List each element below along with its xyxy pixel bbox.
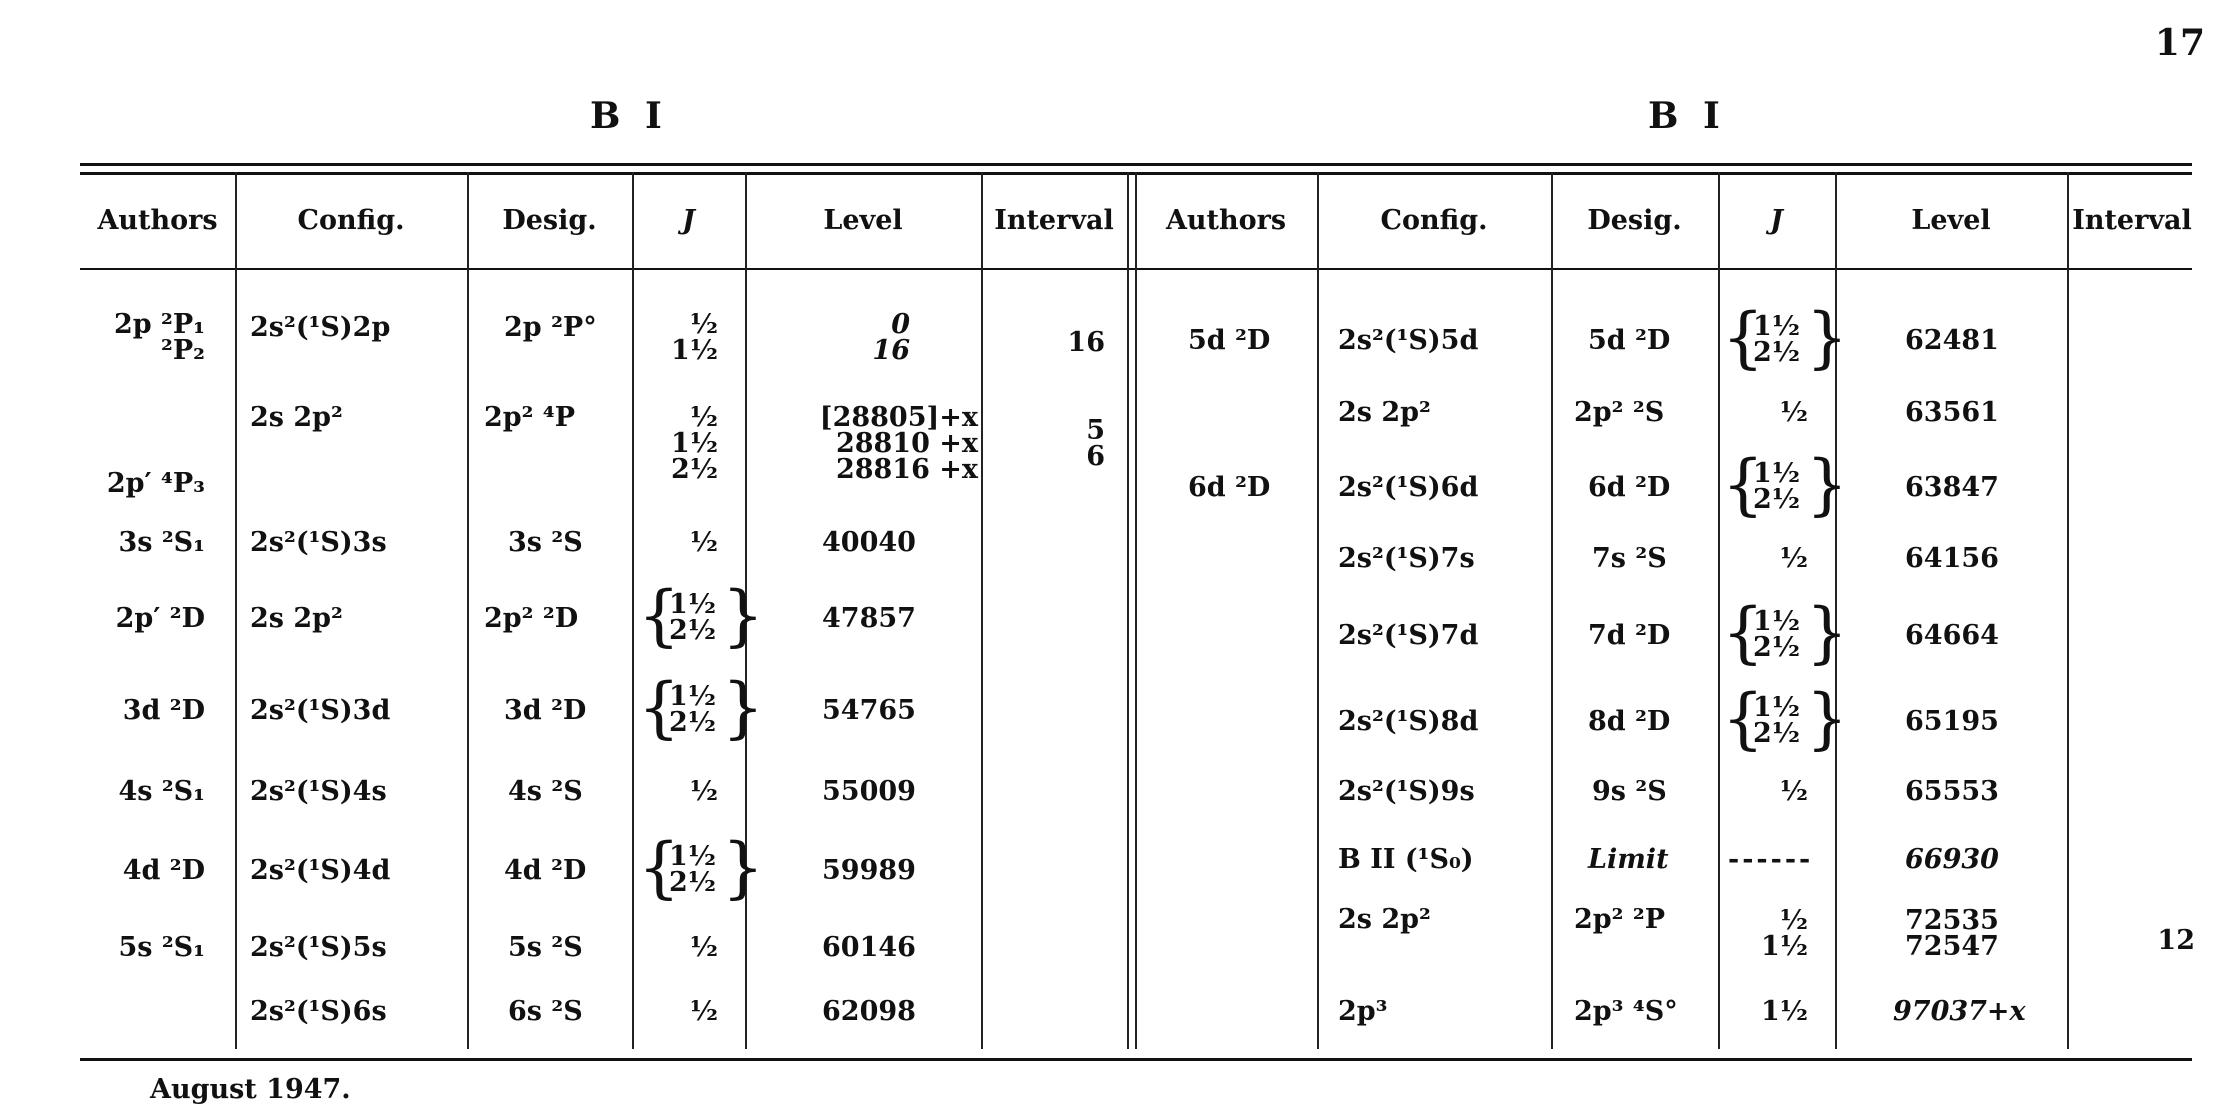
center-double-rule <box>1127 172 1129 1049</box>
authors-cell: 4d ²D <box>122 855 205 886</box>
config-cell: 2s 2p² <box>250 402 343 433</box>
j-value: 1½ <box>671 335 718 366</box>
desig-cell: 9s ²S <box>1592 776 1667 807</box>
config-cell: 2p³ <box>1338 996 1388 1027</box>
level-value: 28810 +x <box>835 428 978 459</box>
desig-cell: 5s ²S <box>508 932 583 963</box>
left-brace: { <box>638 829 680 906</box>
j-cell: ½ <box>1779 397 1808 428</box>
j-value: 2½ <box>669 867 716 898</box>
page-number: 17 <box>2154 22 2205 64</box>
desig-cell: 3s ²S <box>508 527 583 558</box>
desig-cell: 7d ²D <box>1588 620 1671 651</box>
j-value: 1½ <box>1761 931 1808 962</box>
j-cell <box>638 577 764 654</box>
j-value: ½ <box>689 402 718 433</box>
left-brace: { <box>1722 299 1764 376</box>
authors-cell: 3d ²D <box>122 695 205 726</box>
desig-cell: 2p³ ⁴S° <box>1574 996 1678 1027</box>
header-level: Level <box>1911 205 1991 236</box>
config-cell: 2s²(¹S)3s <box>250 527 387 558</box>
interval-value: 6 <box>1086 441 1105 472</box>
header-authors: Authors <box>97 205 218 236</box>
j-value: ½ <box>689 309 718 340</box>
level-value: 28816 +x <box>835 454 978 485</box>
j-cell: ½ <box>689 527 718 558</box>
authors-cell: 2p′ ⁴P₃ <box>106 468 205 499</box>
column-divider <box>235 172 237 1049</box>
j-value: 2½ <box>1753 484 1800 515</box>
right-brace: } <box>722 577 764 654</box>
desig-cell: 2p² ²D <box>484 603 579 634</box>
bottom-rule <box>80 1058 2192 1061</box>
level-cell <box>760 402 978 485</box>
header-authors: Authors <box>1165 205 1287 236</box>
level-value: 16 <box>872 335 910 366</box>
header-interval: Interval <box>994 205 1114 236</box>
level-cell: 62481 <box>1905 325 1999 356</box>
header-level: Level <box>823 205 903 236</box>
j-cell: ------ <box>1728 844 1814 875</box>
desig-cell: 4d ²D <box>504 855 587 886</box>
j-cell: 1½ <box>1761 996 1808 1027</box>
header-config: Config. <box>297 205 405 236</box>
header-j: J <box>1770 205 1783 236</box>
j-value: 1½ <box>1753 692 1800 723</box>
j-value: 1½ <box>1753 458 1800 489</box>
left-brace: { <box>1722 446 1764 523</box>
level-cell: 97037+x <box>1893 996 2026 1027</box>
right-brace: } <box>722 669 764 746</box>
column-divider <box>2067 172 2069 1049</box>
j-value: 1½ <box>669 841 716 872</box>
right-brace: } <box>1806 594 1848 671</box>
level-cell: 64156 <box>1905 543 1999 574</box>
desig-cell: 3d ²D <box>504 695 587 726</box>
j-cell <box>638 829 764 906</box>
config-cell: 2s²(¹S)8d <box>1338 706 1479 737</box>
config-cell: 2s²(¹S)7d <box>1338 620 1479 651</box>
center-double-rule <box>1135 172 1137 1049</box>
j-cell <box>1722 680 1848 757</box>
desig-cell: 2p ²P° <box>504 312 597 343</box>
j-cell <box>638 669 764 746</box>
j-value: ½ <box>1779 905 1808 936</box>
desig-cell: 6d ²D <box>1588 472 1671 503</box>
column-divider <box>981 172 983 1049</box>
authors-cell: 5d ²D <box>1188 325 1271 356</box>
column-divider <box>1551 172 1553 1049</box>
left-table-title: B I <box>590 95 668 137</box>
config-cell: 2s²(¹S)6d <box>1338 472 1479 503</box>
level-value: 72535 <box>1905 905 1999 936</box>
config-cell: 2s²(¹S)6s <box>250 996 387 1027</box>
desig-cell: 2p² ²S <box>1574 397 1665 428</box>
j-cell <box>1722 446 1848 523</box>
top-double-rule-1 <box>80 163 2192 166</box>
authors-cell: 4s ²S₁ <box>118 776 205 807</box>
authors-cell: ²P₂ <box>161 335 205 366</box>
j-cell <box>1722 594 1848 671</box>
left-brace: { <box>638 577 680 654</box>
desig-cell: Limit <box>1588 844 1669 875</box>
level-cell: 63847 <box>1905 472 1999 503</box>
j-cell <box>1740 905 1808 962</box>
interval-cell <box>990 415 1105 472</box>
j-cell: ½ <box>689 996 718 1027</box>
interval-cell: 12 <box>2157 925 2195 956</box>
j-cell <box>1722 299 1848 376</box>
j-cell: ½ <box>1779 543 1808 574</box>
level-cell: 63561 <box>1905 397 1999 428</box>
config-cell: B II (¹S₀) <box>1338 844 1474 875</box>
config-cell: 2s 2p² <box>1338 397 1431 428</box>
j-value: 2½ <box>671 454 718 485</box>
desig-cell: 6s ²S <box>508 996 583 1027</box>
interval-value: 5 <box>1086 415 1105 446</box>
j-cell <box>650 309 718 366</box>
j-value: 1½ <box>1753 606 1800 637</box>
j-value: 1½ <box>669 681 716 712</box>
right-brace: } <box>1806 446 1848 523</box>
column-divider <box>1317 172 1319 1049</box>
desig-cell: 8d ²D <box>1588 706 1671 737</box>
level-cell: 59989 <box>822 855 916 886</box>
j-cell: ½ <box>689 932 718 963</box>
level-cell <box>1905 905 1999 962</box>
config-cell: 2s²(¹S)5s <box>250 932 387 963</box>
config-cell: 2s²(¹S)5d <box>1338 325 1479 356</box>
level-cell: 62098 <box>822 996 916 1027</box>
column-divider <box>632 172 634 1049</box>
header-interval: Interval <box>2072 205 2192 236</box>
j-value: 2½ <box>669 615 716 646</box>
level-cell: 55009 <box>822 776 916 807</box>
level-cell: 66930 <box>1905 844 1999 875</box>
level-cell: 65195 <box>1905 706 1999 737</box>
authors-cell: 2p ²P₁ <box>113 309 205 340</box>
desig-cell: 2p² ²P <box>1574 904 1666 935</box>
j-value: 2½ <box>669 707 716 738</box>
level-cell: 40040 <box>822 527 916 558</box>
j-cell: ½ <box>689 776 718 807</box>
config-cell: 2s²(¹S)4d <box>250 855 391 886</box>
right-brace: } <box>1806 299 1848 376</box>
level-cell: 54765 <box>822 695 916 726</box>
right-brace: } <box>1806 680 1848 757</box>
left-brace: { <box>638 669 680 746</box>
j-value: 1½ <box>669 589 716 620</box>
config-cell: 2s²(¹S)2p <box>250 312 391 343</box>
table-row <box>95 309 205 366</box>
config-cell: 2s²(¹S)7s <box>1338 543 1475 574</box>
authors-cell: 5s ²S₁ <box>118 932 205 963</box>
level-value: 72547 <box>1905 931 1999 962</box>
config-cell: 2s²(¹S)9s <box>1338 776 1475 807</box>
j-cell <box>650 402 718 485</box>
column-divider <box>467 172 469 1049</box>
j-value: 2½ <box>1753 337 1800 368</box>
interval-cell: 16 <box>1067 327 1105 358</box>
desig-cell: 4s ²S <box>508 776 583 807</box>
level-value: 0 <box>891 309 910 340</box>
left-brace: { <box>1722 594 1764 671</box>
header-config: Config. <box>1380 205 1488 236</box>
j-value: 1½ <box>671 428 718 459</box>
desig-cell: 7s ²S <box>1592 543 1667 574</box>
header-j: J <box>682 205 695 236</box>
footer-date: August 1947. <box>150 1074 351 1105</box>
desig-cell: 5d ²D <box>1588 325 1671 356</box>
level-cell: 64664 <box>1905 620 1999 651</box>
config-cell: 2s²(¹S)3d <box>250 695 391 726</box>
level-value: [28805]+x <box>819 402 978 433</box>
level-cell: 47857 <box>822 603 916 634</box>
j-cell: ½ <box>1779 776 1808 807</box>
left-brace: { <box>1722 680 1764 757</box>
config-cell: 2s 2p² <box>250 603 343 634</box>
j-value: 2½ <box>1753 632 1800 663</box>
authors-cell: 6d ²D <box>1188 472 1271 503</box>
level-cell: 60146 <box>822 932 916 963</box>
header-desig: Desig. <box>502 205 597 236</box>
header-desig: Desig. <box>1587 205 1682 236</box>
config-cell: 2s 2p² <box>1338 904 1431 935</box>
j-value: 2½ <box>1753 718 1800 749</box>
desig-cell: 2p² ⁴P <box>484 402 576 433</box>
column-divider <box>1718 172 1720 1049</box>
level-cell <box>760 309 910 366</box>
authors-cell: 3s ²S₁ <box>118 527 205 558</box>
right-table-title: B I <box>1648 95 1726 137</box>
right-brace: } <box>722 829 764 906</box>
config-cell: 2s²(¹S)4s <box>250 776 387 807</box>
authors-cell: 2p′ ²D <box>115 603 205 634</box>
j-value: 1½ <box>1753 311 1800 342</box>
level-cell: 65553 <box>1905 776 1999 807</box>
